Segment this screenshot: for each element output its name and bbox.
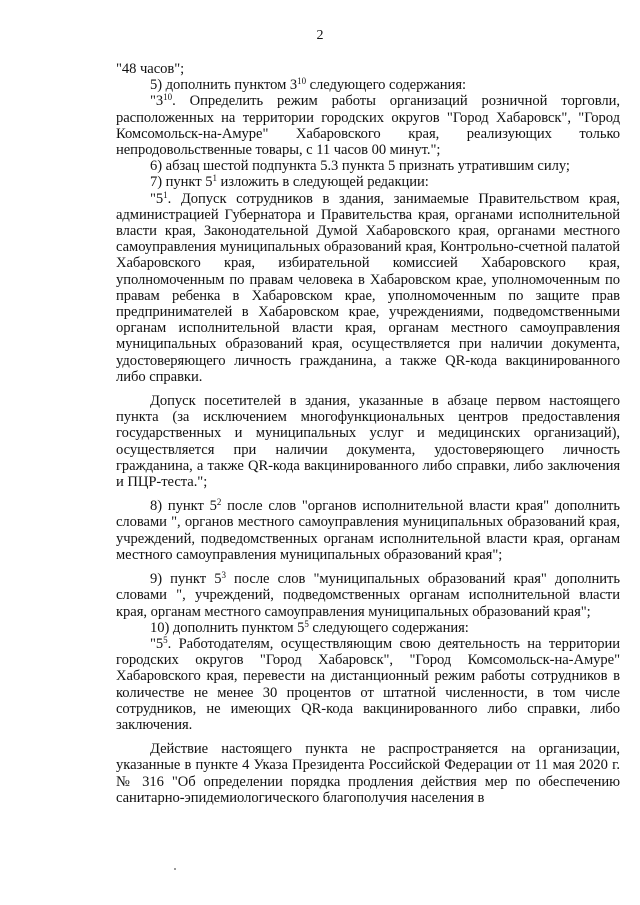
superscript: 1 bbox=[163, 189, 168, 200]
paragraph-text: "48 часов"; bbox=[116, 61, 185, 77]
superscript: 5 bbox=[304, 618, 309, 629]
paragraph-text: изложить в следующей редакции: bbox=[216, 174, 429, 191]
paragraph-item-6 bbox=[116, 158, 620, 174]
paragraph-text: 6) абзац шестой подпункта 5.3 пункта 5 признать утратившим силу; bbox=[150, 158, 570, 175]
paragraph-text: после слов "органов исполнительной власти края" дополнить словами ", органов местного самоуправления муниципальных образований края, учреждений, подведомственных органам исполнительной власти края, органам местного самоуправления муниципальных образований края"; bbox=[116, 498, 620, 563]
paragraph-item-5 bbox=[116, 77, 620, 93]
paragraph-text: . Определить режим работы организаций розничной торговли, расположенных на территории городских округов "Город Хабаровск", "Город Комсомольск-на-Амуре" Хабаровского края, реализующих только непродовольственные товары, с 11 часов 00 минут."; bbox=[116, 93, 620, 159]
paragraph-continuation bbox=[116, 61, 620, 77]
paragraph-visitors-access bbox=[116, 393, 620, 490]
paragraph-text: следующего содержания: bbox=[306, 77, 466, 94]
paragraph-exception bbox=[116, 741, 620, 806]
paragraph-text: Действие настоящего пункта не распространяется на организации, указанные в пункте 4 Указа Президента Российской Федерации от 11 мая 2020 г. № 316 "Об определении порядка продления действия мер по обеспечению санитарно-эпидемиологического благополучия населения в bbox=[116, 741, 620, 806]
paragraph-text: "5 bbox=[150, 190, 164, 207]
paragraph-text: "5 bbox=[150, 635, 164, 652]
paragraph-text: 7) пункт 5 bbox=[150, 174, 213, 191]
paragraph-quote-3-10 bbox=[116, 93, 620, 158]
superscript: 5 bbox=[163, 634, 168, 645]
paragraph-text: 9) пункт 5 bbox=[150, 571, 222, 588]
paragraph-text: Допуск посетителей в здания, указанные в абзаце первом настоящего пункта (за исключением многофункциональных центров предоставления государственных и муниципальных услуг и медицинских организаций), осуществляется при наличии документа, удостоверяющего личность гражданина, а также QR-кода вакцинированного либо справки, либо заключения и ПЦР-теста."; bbox=[116, 393, 620, 491]
paragraph-item-8 bbox=[116, 498, 620, 563]
superscript: 10 bbox=[297, 76, 307, 87]
paragraph-item-7 bbox=[116, 174, 620, 190]
superscript: 2 bbox=[216, 497, 222, 508]
paragraph-text: после слов "муниципальных образований края" дополнить словами ", учреждений, подведомственных органам исполнительной власти края, органам местного самоуправления муниципальных образований края"; bbox=[116, 571, 620, 620]
superscript: 1 bbox=[212, 173, 217, 184]
paragraph-quote-5-1 bbox=[116, 191, 620, 385]
paragraph-text: "3 bbox=[150, 93, 164, 110]
paragraph-text: 5) дополнить пунктом 3 bbox=[150, 77, 298, 94]
scan-speck bbox=[174, 868, 176, 870]
document-body bbox=[116, 61, 620, 806]
superscript: 10 bbox=[163, 92, 173, 103]
superscript: 3 bbox=[221, 570, 226, 581]
paragraph-item-9 bbox=[116, 571, 620, 620]
paragraph-text: . Допуск сотрудников в здания, занимаемые Правительством края, администрацией Губернатора и Правительства края, органами исполнительной власти края, Законодательной Думой Хабаровского края, органами местного самоуправления муниципальных образований края, Контрольно-счетной палатой Хабаровского края, избирательной комиссией Хабаровского края, уполномоченным по правам человека в Хабаровском крае, уполномоченным по правам ребенка в Хабаровском крае, уполномоченным по защите прав предпринимателей в Хабаровском крае, учреждениями, подведомственными органам исполнительной власти края, органам местного самоуправления муниципальных образований края, осуществляется при наличии документа, удостоверяющего личность гражданина, а также QR-кода вакцинированного либо справки. bbox=[116, 190, 620, 385]
paragraph-item-10 bbox=[116, 620, 620, 636]
paragraph-text: . Работодателям, осуществляющим свою деятельность на территории городских округов "Город Хабаровск", "Город Комсомольск-на-Амуре" Хабаровского края, перевести на дистанционный режим работы сотрудников в количестве не менее 30 процентов от штатной численности, в том числе сотрудников, не имеющих QR-кода вакцинированного либо справки, либо заключения. bbox=[116, 635, 620, 733]
page-number: 2 bbox=[316, 28, 324, 43]
paragraph-text: 8) пункт 5 bbox=[150, 498, 217, 515]
paragraph-quote-5-5 bbox=[116, 636, 620, 733]
paragraph-text: следующего содержания: bbox=[308, 619, 469, 636]
paragraph-text: 10) дополнить пунктом 5 bbox=[150, 619, 305, 636]
